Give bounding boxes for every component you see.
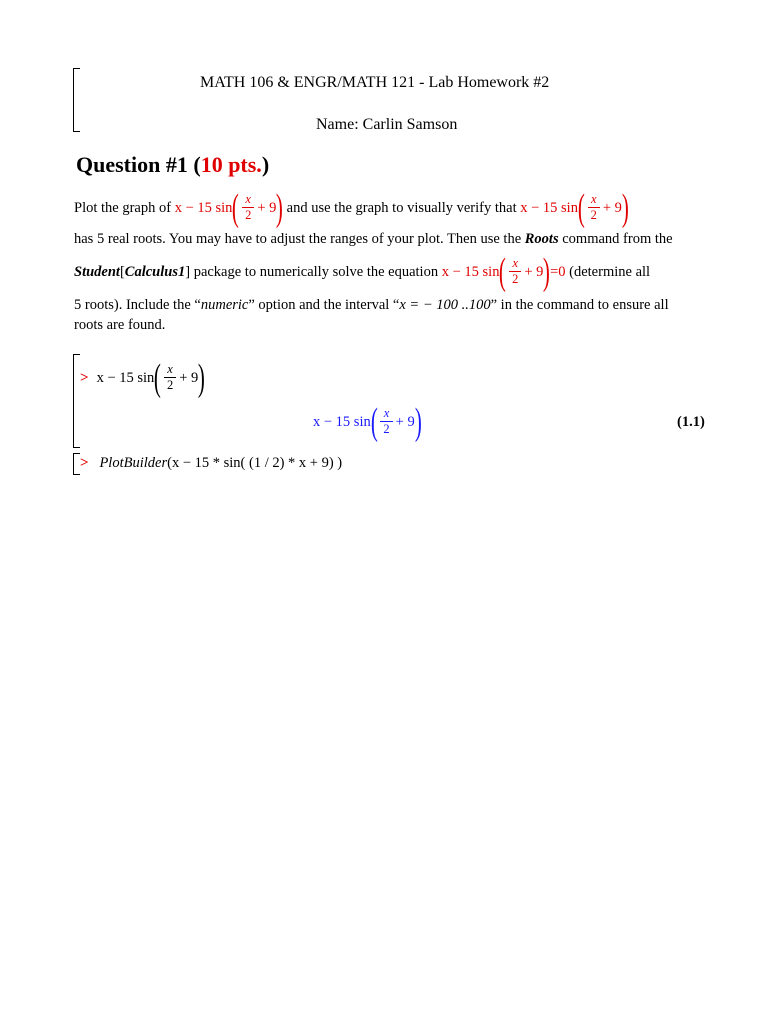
student-package: Student <box>74 263 120 280</box>
input-prompt-2: > <box>80 455 89 471</box>
header-group-bracket <box>73 68 80 132</box>
paragraph-line-2: has 5 real roots. You may have to adjust the ranges of your plot. Then use the Roots command from the <box>74 231 673 247</box>
input-expression: x − 15 sin ( $\frac{x}{2}$ + 9 ) <box>96 357 206 399</box>
question-title: Question #1 (10 pts.) <box>76 152 270 177</box>
output-line-1 <box>313 402 421 442</box>
expression-equation: x − 15 sin ( $\frac{x}{2}$ + 9 ) =0 <box>441 251 566 293</box>
plotbuilder-args: (x − 15 * sin( (1 / 2) * x + 9) ) <box>167 455 343 471</box>
calculus1-package: Calculus1 <box>124 263 186 280</box>
input-prompt: > <box>80 369 89 386</box>
paragraph-line-3: Student [ Calculus1 ] package to numerically solve the equation x − 15 sin ( $\frac{x}{2}$ + 9 ) =0 (determine all <box>74 251 651 293</box>
output-expression: x − 15 sin ( $\frac{x}{2}$ + 9 ) <box>313 401 422 443</box>
equation-label: (1.1) <box>677 414 705 430</box>
paragraph-line-1: Plot the graph of x − 15 sin ( $\frac{x}{2}$ + 9 ) and use the graph to visually verify that x − 15 sin ( $\frac{x}{2}$ + 9 ) <box>74 187 629 229</box>
numeric-option: numeric <box>200 297 249 313</box>
student-name: Name: Carlin Samson <box>316 116 458 133</box>
expression-inline-1: x − 15 sin ( $\frac{x}{2}$ + 9 ) <box>174 187 284 229</box>
expression-inline-2: x − 15 sin ( $\frac{x}{2}$ + 9 ) <box>520 187 629 229</box>
course-title: MATH 106 & ENGR/MATH 121 - Lab Homework #2 <box>200 74 550 91</box>
plotbuilder-command: PlotBuilder <box>99 455 168 471</box>
roots-command: Roots <box>524 231 559 247</box>
execution-group-bracket-1 <box>73 354 80 448</box>
input-line-1[interactable] <box>80 358 205 398</box>
paragraph-line-5: roots are found. <box>74 317 166 333</box>
interval-option: x = − 100 ..100 <box>399 297 491 313</box>
paragraph-line-4: 5 roots). Include the “numeric” option and the interval “x = − 100 ..100” in the command to ensure all <box>74 297 669 313</box>
question-points: 10 pts. <box>200 152 262 177</box>
execution-group-bracket-2 <box>73 453 80 475</box>
input-line-2[interactable] <box>80 455 342 472</box>
